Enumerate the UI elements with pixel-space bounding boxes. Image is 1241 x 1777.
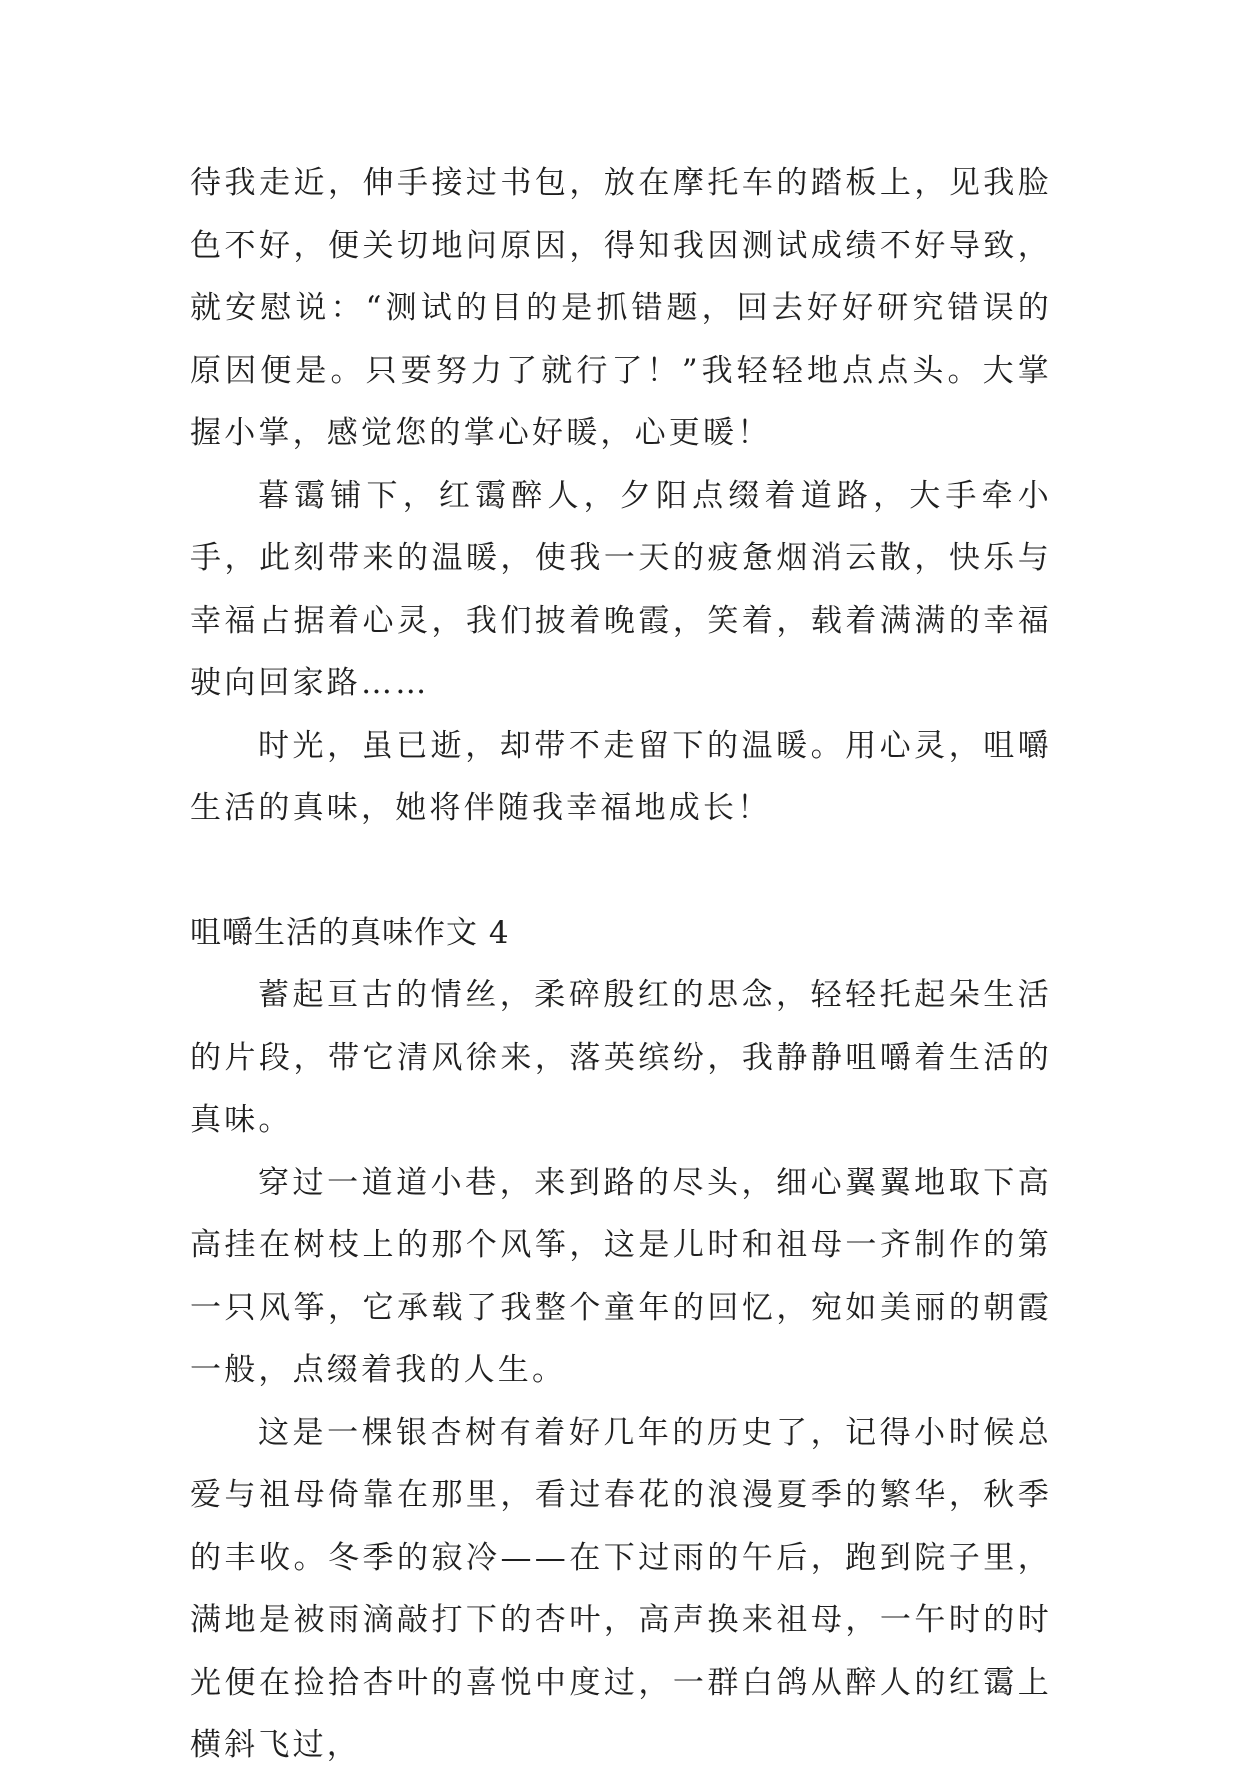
document-body	[190, 152, 1052, 1777]
paragraph-6: 这是一棵银杏树有着好几年的历史了，记得小时候总爱与祖母倚靠在那里，看过春花的浪漫夏季的繁华，秋季的丰收。冬季的寂冷——在下过雨的午后，跑到院子里，满地是被雨滴敲打下的杏叶，高声换来祖母，一午时的时光便在捡拾杏叶的喜悦中度过，一群白鸽从醉人的红霭上横斜飞过，	[190, 1414, 1052, 1763]
paragraph-2: 暮霭铺下，红霭醉人，夕阳点缀着道路，大手牵小手，此刻带来的温暖，使我一天的疲惫烟消云散，快乐与幸福占据着心灵，我们披着晚霞，笑着，载着满满的幸福驶向回家路……	[190, 477, 1052, 701]
section-title: 咀嚼生活的真味作文 4	[190, 914, 510, 951]
paragraph-1: 待我走近，伸手接过书包，放在摩托车的踏板上，见我脸色不好，便关切地问原因，得知我因测试成绩不好导致，就安慰说：“测试的目的是抓错题，回去好好研究错误的原因便是。只要努力了就行了！”我轻轻地点点头。大掌握小掌，感觉您的掌心好暖，心更暖！	[190, 165, 1052, 451]
paragraph-5: 穿过一道道小巷，来到路的尽头，细心翼翼地取下高高挂在树枝上的那个风筝，这是儿时和祖母一齐制作的第一只风筝，它承载了我整个童年的回忆，宛如美丽的朝霞一般，点缀着我的人生。	[190, 1164, 1052, 1388]
paragraph-3: 时光，虽已逝，却带不走留下的温暖。用心灵，咀嚼生活的真味，她将伴随我幸福地成长！	[190, 727, 1052, 826]
paragraph-4: 蓄起亘古的情丝，柔碎殷红的思念，轻轻托起朵生活的片段，带它清风徐来，落英缤纷，我静静咀嚼着生活的真味。	[190, 977, 1052, 1138]
